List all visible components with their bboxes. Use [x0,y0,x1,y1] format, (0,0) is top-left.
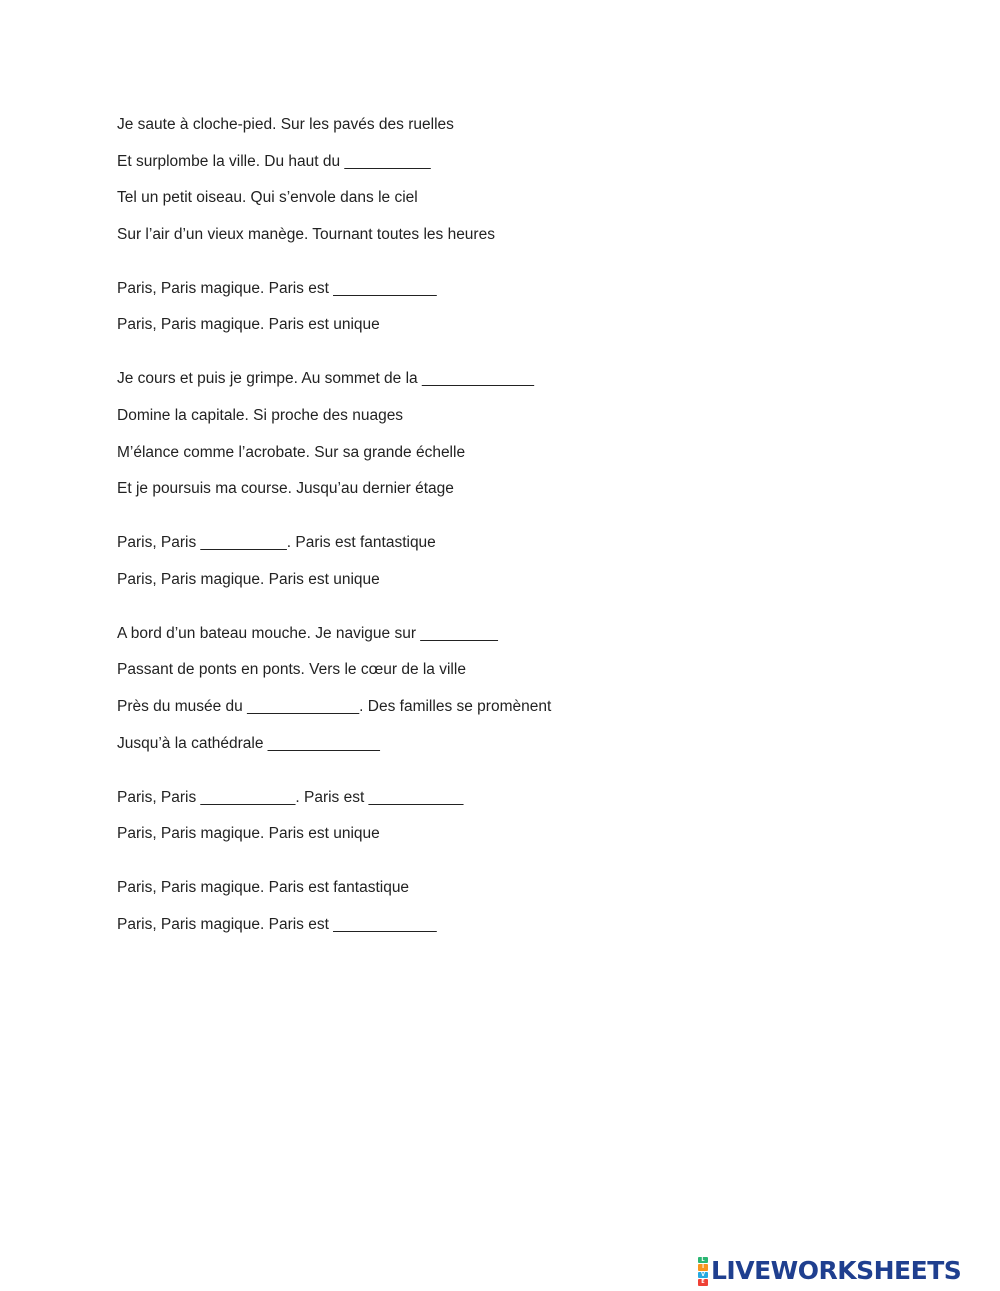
lyric-line: Près du musée du _____________. Des familles se promènent [117,697,552,715]
logo-blocks-icon [698,1257,708,1286]
stanza-1 [117,116,917,244]
final-chorus [117,879,917,934]
lyric-line: Paris, Paris magique. Paris est ____________ [117,279,437,297]
logo-block-e: E [698,1279,708,1286]
chorus-3 [117,789,917,844]
logo-block-l: L [698,1257,708,1264]
lyric-line: Paris, Paris __________. Paris est fantastique [117,534,436,552]
liveworksheets-logo [698,1257,961,1285]
lyric-line: Paris, Paris ___________. Paris est ___________ [117,788,464,806]
lyric-line: Paris, Paris magique. Paris est ____________ [117,915,437,933]
lyric-line: Sur l’air d’un vieux manège. Tournant toutes les heures [117,225,495,243]
logo-block-i: I [698,1264,708,1271]
song-lyrics [117,116,917,970]
lyric-line: Je saute à cloche-pied. Sur les pavés des ruelles [117,116,454,133]
lyric-line: Tel un petit oiseau. Qui s’envole dans le ciel [117,189,418,207]
lyric-line: Paris, Paris magique. Paris est unique [117,570,380,588]
lyric-line: Domine la capitale. Si proche des nuages [117,406,404,424]
lyric-line: Et surplombe la ville. Du haut du __________ [117,152,431,170]
lyric-line: Jusqu’à la cathédrale _____________ [117,734,380,752]
chorus-2 [117,534,917,589]
logo-text: LIVEWORKSHEETS [711,1256,962,1285]
lyric-line: Paris, Paris magique. Paris est fantastique [117,879,410,897]
lyric-line: Passant de ponts en ponts. Vers le cœur de la ville [117,661,466,679]
lyric-line: Paris, Paris magique. Paris est unique [117,825,380,843]
lyric-line: A bord d’un bateau mouche. Je navigue sur _________ [117,624,498,642]
lyric-line: Je cours et puis je grimpe. Au sommet de la _____________ [117,370,535,388]
stanza-3 [117,625,917,753]
lyric-line: Paris, Paris magique. Paris est unique [117,316,380,334]
chorus-1 [117,280,917,335]
logo-block-v: V [698,1272,708,1279]
lyric-line: Et je poursuis ma course. Jusqu’au dernier étage [117,480,454,498]
lyric-line: M’élance comme l’acrobate. Sur sa grande échelle [117,443,466,461]
stanza-2 [117,370,917,498]
